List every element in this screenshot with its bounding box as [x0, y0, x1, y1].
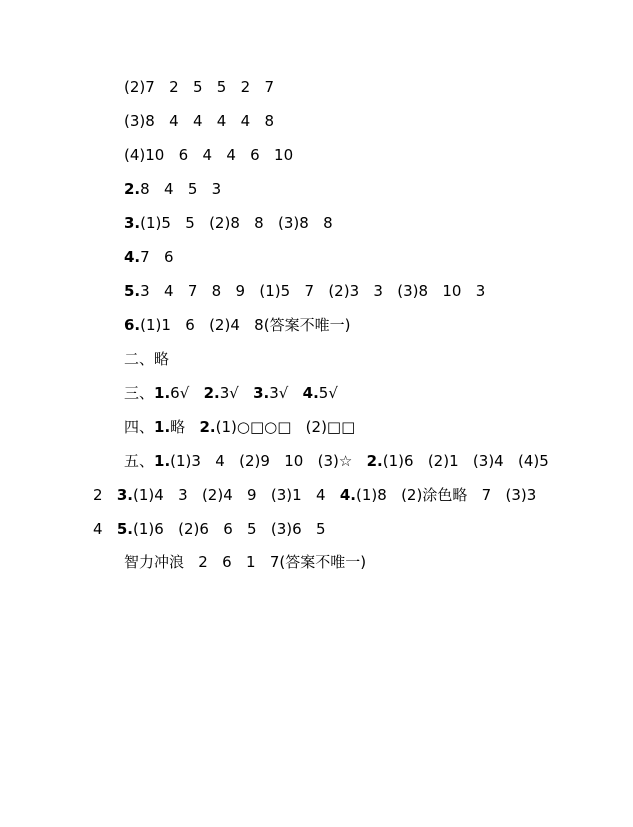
question-number: 5. [116, 520, 133, 538]
answer-text: 4 [93, 520, 117, 538]
answer-line-3 [124, 145, 293, 165]
answer-line-9 [124, 349, 169, 369]
section-heading: 三、 [124, 384, 155, 402]
answer-line-15 [124, 552, 366, 572]
answer-text: (1)4 3 (2)4 9 (3)1 4 [133, 486, 340, 504]
question-number: 4. [302, 384, 319, 402]
answer-text: (2)7 2 5 5 2 7 [124, 78, 275, 96]
answer-text: 8 4 5 3 [140, 180, 222, 198]
answer-text: 3√ [219, 384, 254, 402]
question-number: 3. [124, 214, 141, 232]
answer-text: (4)10 6 4 4 6 10 [124, 146, 294, 164]
answer-line-1 [124, 77, 274, 97]
question-number: 1. [154, 418, 171, 436]
answer-text: (1)3 4 (2)9 10 (3)☆ [170, 452, 367, 470]
answer-text: 7 6 [140, 248, 174, 266]
answer-text: (1)8 (2)涂色略 7 (3)3 [355, 486, 537, 504]
answer-text: 3√ [269, 384, 303, 402]
answer-line-11 [124, 417, 355, 437]
section-heading: 四、 [124, 418, 155, 436]
answer-text: 2 [93, 486, 117, 504]
answer-line-7 [124, 281, 485, 301]
answer-text: (3)8 4 4 4 4 8 [124, 112, 275, 130]
question-number: 5. [124, 282, 141, 300]
answer-text: 略 [170, 418, 200, 436]
answer-line-4 [124, 179, 221, 199]
answer-text: (1)5 5 (2)8 8 (3)8 8 [140, 214, 333, 232]
answer-line-8 [124, 315, 350, 335]
answer-text: (1)6 (2)6 6 5 (3)6 5 [133, 520, 326, 538]
question-number: 4. [339, 486, 356, 504]
answer-text: 智力冲浪 2 6 1 7(答案不唯一) [124, 553, 367, 571]
question-number: 6. [124, 316, 141, 334]
answer-line-6 [124, 247, 174, 267]
question-number: 2. [203, 384, 220, 402]
answer-line-2 [124, 111, 274, 131]
question-number: 2. [366, 452, 383, 470]
answer-text: (1)6 (2)1 (3)4 (4)5 [382, 452, 549, 470]
answer-line-14 [93, 519, 326, 539]
question-number: 3. [116, 486, 133, 504]
answer-line-13 [93, 485, 536, 505]
question-number: 3. [253, 384, 270, 402]
question-number: 1. [154, 452, 171, 470]
question-number: 2. [124, 180, 141, 198]
section-heading: 五、 [124, 452, 155, 470]
question-number: 2. [199, 418, 216, 436]
answer-text: 5√ [318, 384, 338, 402]
answer-text: (1)○□○□ (2)□□ [215, 418, 356, 436]
answer-line-5 [124, 213, 333, 233]
answer-text: 6√ [170, 384, 204, 402]
section-heading: 二、略 [124, 350, 170, 368]
answer-line-12 [124, 451, 549, 471]
question-number: 4. [124, 248, 141, 266]
answer-text: 3 4 7 8 9 (1)5 7 (2)3 3 (3)8 10 3 [140, 282, 486, 300]
question-number: 1. [154, 384, 171, 402]
answer-line-10 [124, 383, 338, 403]
answer-text: (1)1 6 (2)4 8(答案不唯一) [140, 316, 351, 334]
